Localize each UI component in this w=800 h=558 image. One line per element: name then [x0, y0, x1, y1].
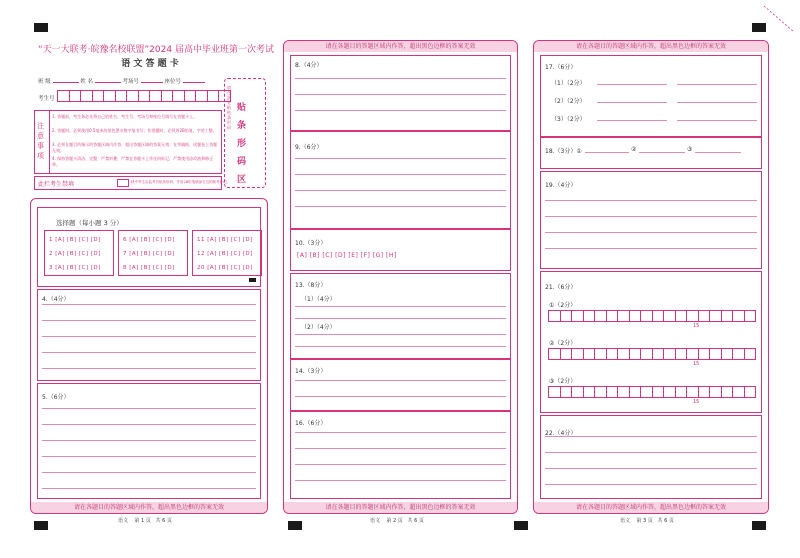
barcode-label: 贴 条 形 码 区 — [237, 103, 247, 185]
registration-mark — [34, 521, 48, 530]
answer-panel-3 — [533, 40, 769, 514]
q4-label: 4.（4分） — [42, 296, 70, 303]
absent-note: 缺考考生由监考员贴条形码，并用2B铅笔填涂右边的缺考标记。 — [131, 180, 231, 184]
q21-label: 21.（6分） — [545, 284, 577, 291]
q14-box[interactable] — [290, 359, 511, 411]
q17-label: 17.（6分） — [545, 64, 577, 71]
q16-label: 16.（6分） — [295, 420, 327, 427]
choice-row[interactable]: 20 [A] [B] [C] [D] — [197, 265, 253, 271]
q13-2-label: （2）（4分） — [301, 324, 336, 331]
choice-row[interactable]: 12 [A] [B] [C] [D] — [197, 251, 253, 257]
q18-b-label: ② — [631, 146, 637, 153]
card-title: 语 文 答 题 卡 — [121, 59, 179, 69]
q16-box[interactable] — [290, 411, 511, 499]
absent-fill-box[interactable] — [117, 179, 129, 187]
q9-box[interactable] — [290, 131, 511, 229]
q21-3-label: ③（2分） — [549, 378, 577, 385]
q19-box[interactable] — [540, 171, 762, 269]
choice-row[interactable]: 8 [A] [B] [C] [D] — [123, 265, 175, 271]
q22-box[interactable] — [540, 415, 762, 499]
choice-row[interactable]: 11 [A] [B] [C] [D] — [197, 237, 253, 243]
q21-3-grid[interactable] — [549, 386, 756, 398]
banner-bottom: 请在各题目的答题区域内作答，超出黑色边框的答案无效 — [534, 502, 768, 513]
footer-page-3: 语文 第 3 页 共 6 页 — [620, 518, 674, 524]
corner-cut-line — [762, 4, 796, 34]
choice-group-1 — [44, 230, 114, 276]
footer-page-1: 语文 第 1 页 共 6 页 — [118, 518, 172, 524]
q21-box[interactable] — [540, 271, 762, 413]
q5-label: 5.（6分） — [42, 394, 70, 401]
exam-title: “天一大联考·皖豫名校联盟”2024 届高中毕业班第一次考试 — [38, 45, 274, 55]
answer-panel-1 — [30, 198, 268, 514]
q5-box[interactable] — [37, 383, 261, 499]
q17-1-label: （1）（2分） — [551, 80, 586, 87]
absent-label: 此栏考生禁填 — [38, 181, 75, 188]
q17-2-label: （2）（2分） — [551, 98, 586, 105]
q17-3-label: （3）（2分） — [551, 116, 586, 123]
notice-item-2: 2. 答题时，必须使用0.5毫米的黑色墨水签字笔书写；作图题时，必须用2B铅笔，字迹工整。 — [52, 128, 217, 133]
notice-box — [34, 110, 222, 174]
banner-bottom: 请在各题目的答题区域内作答，超出黑色边框的答案无效 — [284, 502, 517, 513]
class-label: 班 级 — [38, 79, 51, 85]
choice-title: 选择题（每小题 3 分） — [56, 219, 123, 227]
choice-row[interactable]: 1 [A] [B] [C] [D] — [49, 237, 101, 243]
q21-1-label: ①（2分） — [549, 302, 577, 309]
q14-label: 14.（3分） — [295, 368, 327, 375]
q21-1-count: 15 — [693, 323, 700, 329]
q13-box[interactable] — [290, 273, 511, 359]
name-label: 姓 名 — [80, 79, 93, 85]
q10-options[interactable]: [A] [B] [C] [D] [E] [F] [G] [H] — [297, 252, 397, 259]
q13-1-label: （1）（4分） — [301, 296, 336, 303]
notice-item-1: 1. 答题前，考生务必先将自己的姓名、考生号、考场号和座位号填写在答题卡上。 — [52, 114, 198, 119]
choice-section — [37, 207, 261, 287]
registration-mark — [288, 521, 302, 530]
info-row — [38, 77, 205, 85]
black-marker — [249, 278, 256, 282]
q18-label: 18.（3分）① — [545, 148, 582, 155]
q13-label: 13.（8分） — [295, 282, 327, 289]
choice-group-3 — [192, 230, 262, 276]
absent-box — [34, 176, 231, 190]
seat-label: 座位号 — [164, 79, 182, 85]
q21-3-count: 15 — [693, 399, 700, 405]
choice-row[interactable]: 3 [A] [B] [C] [D] — [49, 265, 101, 271]
choice-row[interactable]: 6 [A] [B] [C] [D] — [123, 237, 175, 243]
registration-mark — [514, 521, 528, 530]
banner-bottom: 请在各题目的答题区域内作答，超出黑色边框的答案无效 — [31, 502, 267, 513]
registration-mark — [752, 521, 766, 530]
notice-item-3: 3. 必须在题目所指示的答题区域内作答，超出答题区域的答案无效；在草稿纸、试题卷上答题无效。 — [52, 142, 218, 153]
footer-page-2: 语文 第 2 页 共 6 页 — [370, 518, 424, 524]
q19-label: 19.（4分） — [545, 182, 577, 189]
choice-row[interactable]: 2 [A] [B] [C] [D] — [49, 251, 101, 257]
q8-box[interactable] — [290, 55, 511, 131]
room-label: 考场号 — [122, 79, 140, 85]
q22-label: 22.（4分） — [545, 430, 577, 437]
notice-title: 注意事项 — [37, 122, 44, 160]
registration-mark — [34, 23, 48, 32]
choice-group-2 — [118, 230, 188, 276]
q10-box[interactable] — [290, 229, 511, 271]
answer-panel-2 — [283, 40, 518, 514]
examno-label: 考生号 — [38, 96, 55, 102]
choice-row[interactable]: 7 [A] [B] [C] [D] — [123, 251, 175, 257]
q21-2-count: 15 — [693, 361, 700, 367]
barcode-area — [224, 78, 266, 188]
banner-top: 请在各题目的答题区域内作答，超出黑色边框的答案无效 — [284, 41, 517, 52]
q18-c-label: ③ — [687, 146, 693, 153]
q8-label: 8.（4分） — [295, 62, 323, 69]
q21-2-label: ②（2分） — [549, 340, 577, 347]
barcode-side-text: 请在此处粘贴条形码 — [227, 85, 231, 130]
notice-item-4: 4. 保持答题卡清洁、完整，严禁折叠，严禁在答题卡上作任何标记，严禁使用涂改液和修正带。 — [52, 156, 214, 167]
q4-box[interactable] — [37, 289, 261, 381]
q21-2-grid[interactable] — [549, 348, 756, 360]
q17-box[interactable] — [540, 55, 762, 137]
banner-top: 请在各题目的答题区域内作答，超出黑色边框的答案无效 — [534, 41, 768, 52]
q10-label: 10.（3分） — [295, 240, 327, 247]
q18-box[interactable] — [540, 137, 762, 169]
examno-boxes[interactable] — [58, 90, 231, 102]
q21-1-grid[interactable] — [549, 310, 756, 322]
q9-label: 9.（6分） — [295, 144, 323, 151]
